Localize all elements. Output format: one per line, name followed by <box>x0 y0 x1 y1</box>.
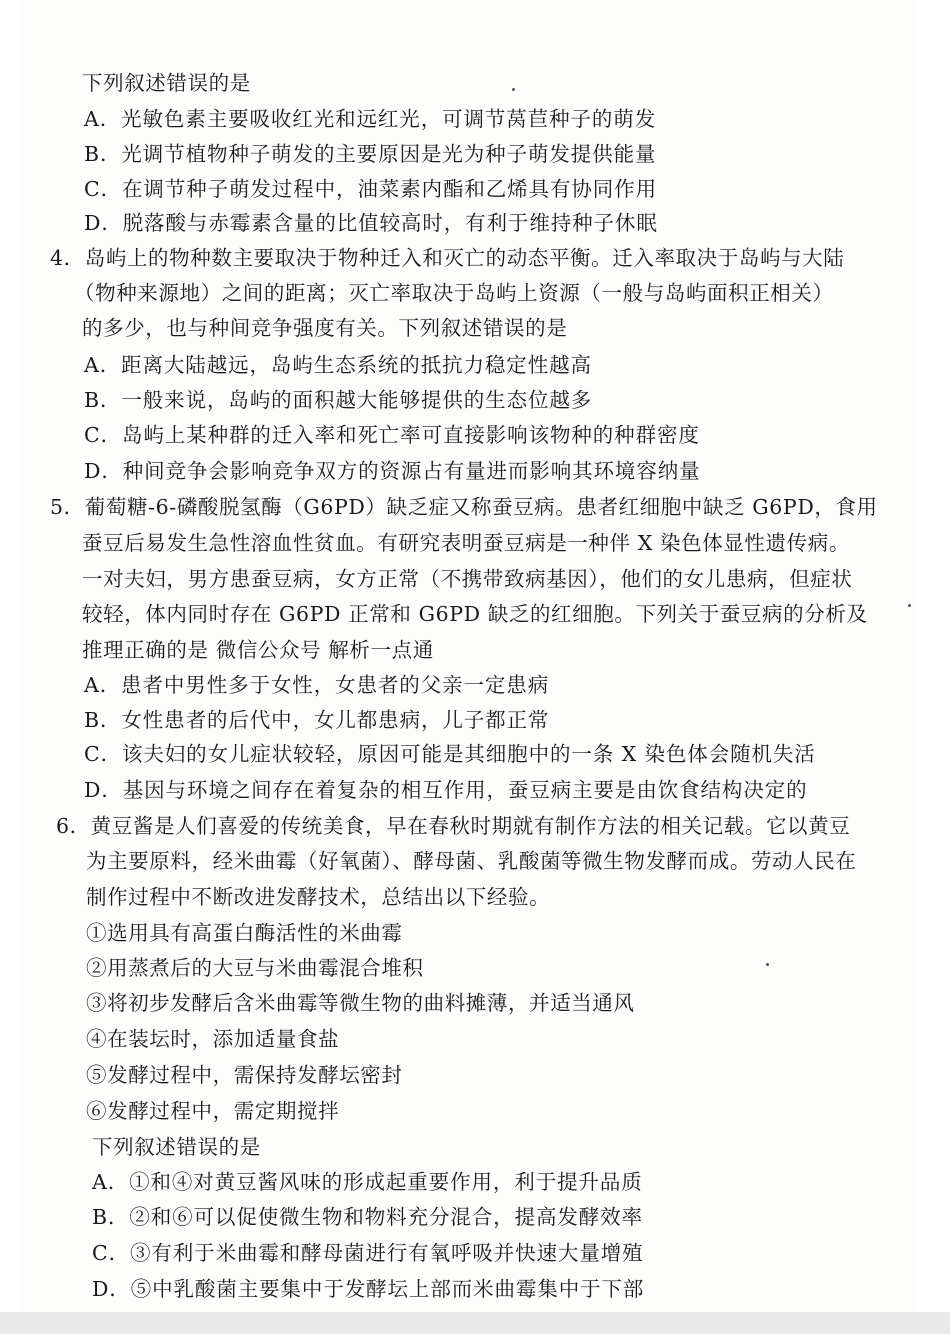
q4-option-b: B．一般来说，岛屿的面积越大能够提供的生态位越多 <box>84 388 593 412</box>
q5-option-d: D．基因与环境之间存在着复杂的相互作用，蚕豆病主要是由饮食结构决定的 <box>84 778 808 802</box>
q4-option-a: A．距离大陆越远，岛屿生态系统的抵抗力稳定性越高 <box>84 353 592 377</box>
q6-step-4: ④在装坛时，添加适量食盐 <box>86 1027 340 1051</box>
q5-stem-line-1: 5．葡萄糖-6-磷酸脱氢酶（G6PD）缺乏症又称蚕豆病。患者红细胞中缺乏 G6PD，食用 <box>50 495 878 519</box>
q3-option-c: C．在调节种子萌发过程中，油菜素内酯和乙烯具有协同作用 <box>84 177 657 201</box>
q6-option-b: B．②和⑥可以促使微生物和物料充分混合，提高发酵效率 <box>92 1205 643 1229</box>
q6-stem-line-3: 制作过程中不断改进发酵技术，总结出以下经验。 <box>86 885 551 909</box>
page-bottom-shadow <box>0 1312 950 1334</box>
q5-stem-line-3: 一对夫妇，男方患蚕豆病，女方正常（不携带致病基因），他们的女儿患病，但症状 <box>82 567 853 591</box>
q6-stem-line-2: 为主要原料，经米曲霉（好氧菌）、酵母菌、乳酸菌等微生物发酵而成。劳动人民在 <box>86 849 857 873</box>
q5-stem-line-2: 蚕豆后易发生急性溶血性贫血。有研究表明蚕豆病是一种伴 X 染色体显性遗传病。 <box>82 531 850 555</box>
q5-stem-line-5: 推理正确的是 微信公众号 解析一点通 <box>82 638 434 662</box>
q3-option-a: A．光敏色素主要吸收红光和远红光，可调节莴苣种子的萌发 <box>84 107 657 131</box>
q6-option-d: D．⑤中乳酸菌主要集中于发酵坛上部而米曲霉集中于下部 <box>92 1277 645 1301</box>
q6-step-6: ⑥发酵过程中，需定期搅拌 <box>86 1099 340 1123</box>
q6-step-1: ①选用具有高蛋白酶活性的米曲霉 <box>86 921 403 945</box>
q5-stem-line-4: 较轻，体内同时存在 G6PD 正常和 G6PD 缺乏的红细胞。下列关于蚕豆病的分析及 <box>82 602 868 626</box>
q3-option-d: D．脱落酸与赤霉素含量的比值较高时，有利于维持种子休眠 <box>84 211 658 235</box>
q5-option-b: B．女性患者的后代中，女儿都患病，儿子都正常 <box>84 708 550 732</box>
scan-speck <box>766 963 769 966</box>
q4-option-d: D．种间竞争会影响竞争双方的资源占有量进而影响其环境容纳量 <box>84 459 701 483</box>
q5-option-c: C．该夫妇的女儿症状较轻，原因可能是其细胞中的一条 X 染色体会随机失活 <box>84 742 816 766</box>
q6-step-5: ⑤发酵过程中，需保持发酵坛密封 <box>86 1063 403 1087</box>
q6-option-c: C．③有利于米曲霉和酵母菌进行有氧呼吸并快速大量增殖 <box>92 1241 644 1265</box>
q5-option-a: A．患者中男性多于女性，女患者的父亲一定患病 <box>84 673 550 697</box>
q4-stem-line-3: 的多少，也与种间竞争强度有关。下列叙述错误的是 <box>82 316 568 340</box>
q4-stem-line-2: （物种来源地）之间的距离；灭亡率取决于岛屿上资源（一般与岛屿面积正相关） <box>74 281 834 305</box>
q6-prompt: 下列叙述错误的是 <box>92 1135 261 1159</box>
q6-stem-line-1: 6．黄豆酱是人们喜爱的传统美食，早在春秋时期就有制作方法的相关记载。它以黄豆 <box>56 814 851 838</box>
q4-stem-line-1: 4．岛屿上的物种数主要取决于物种迁入和灭亡的动态平衡。迁入率取决于岛屿与大陆 <box>50 246 845 270</box>
q6-step-2: ②用蒸煮后的大豆与米曲霉混合堆积 <box>86 956 424 980</box>
scan-speck <box>908 604 911 607</box>
q3-option-b: B．光调节植物种子萌发的主要原因是光为种子萌发提供能量 <box>84 142 657 166</box>
q3-prompt: 下列叙述错误的是 <box>82 71 251 95</box>
q6-step-3: ③将初步发酵后含米曲霉等微生物的曲料摊薄，并适当通风 <box>86 991 635 1015</box>
q6-option-a: A．①和④对黄豆酱风味的形成起重要作用，利于提升品质 <box>92 1170 643 1194</box>
scan-speck <box>512 88 515 91</box>
q4-option-c: C．岛屿上某种群的迁入率和死亡率可直接影响该物种的种群密度 <box>84 423 700 447</box>
